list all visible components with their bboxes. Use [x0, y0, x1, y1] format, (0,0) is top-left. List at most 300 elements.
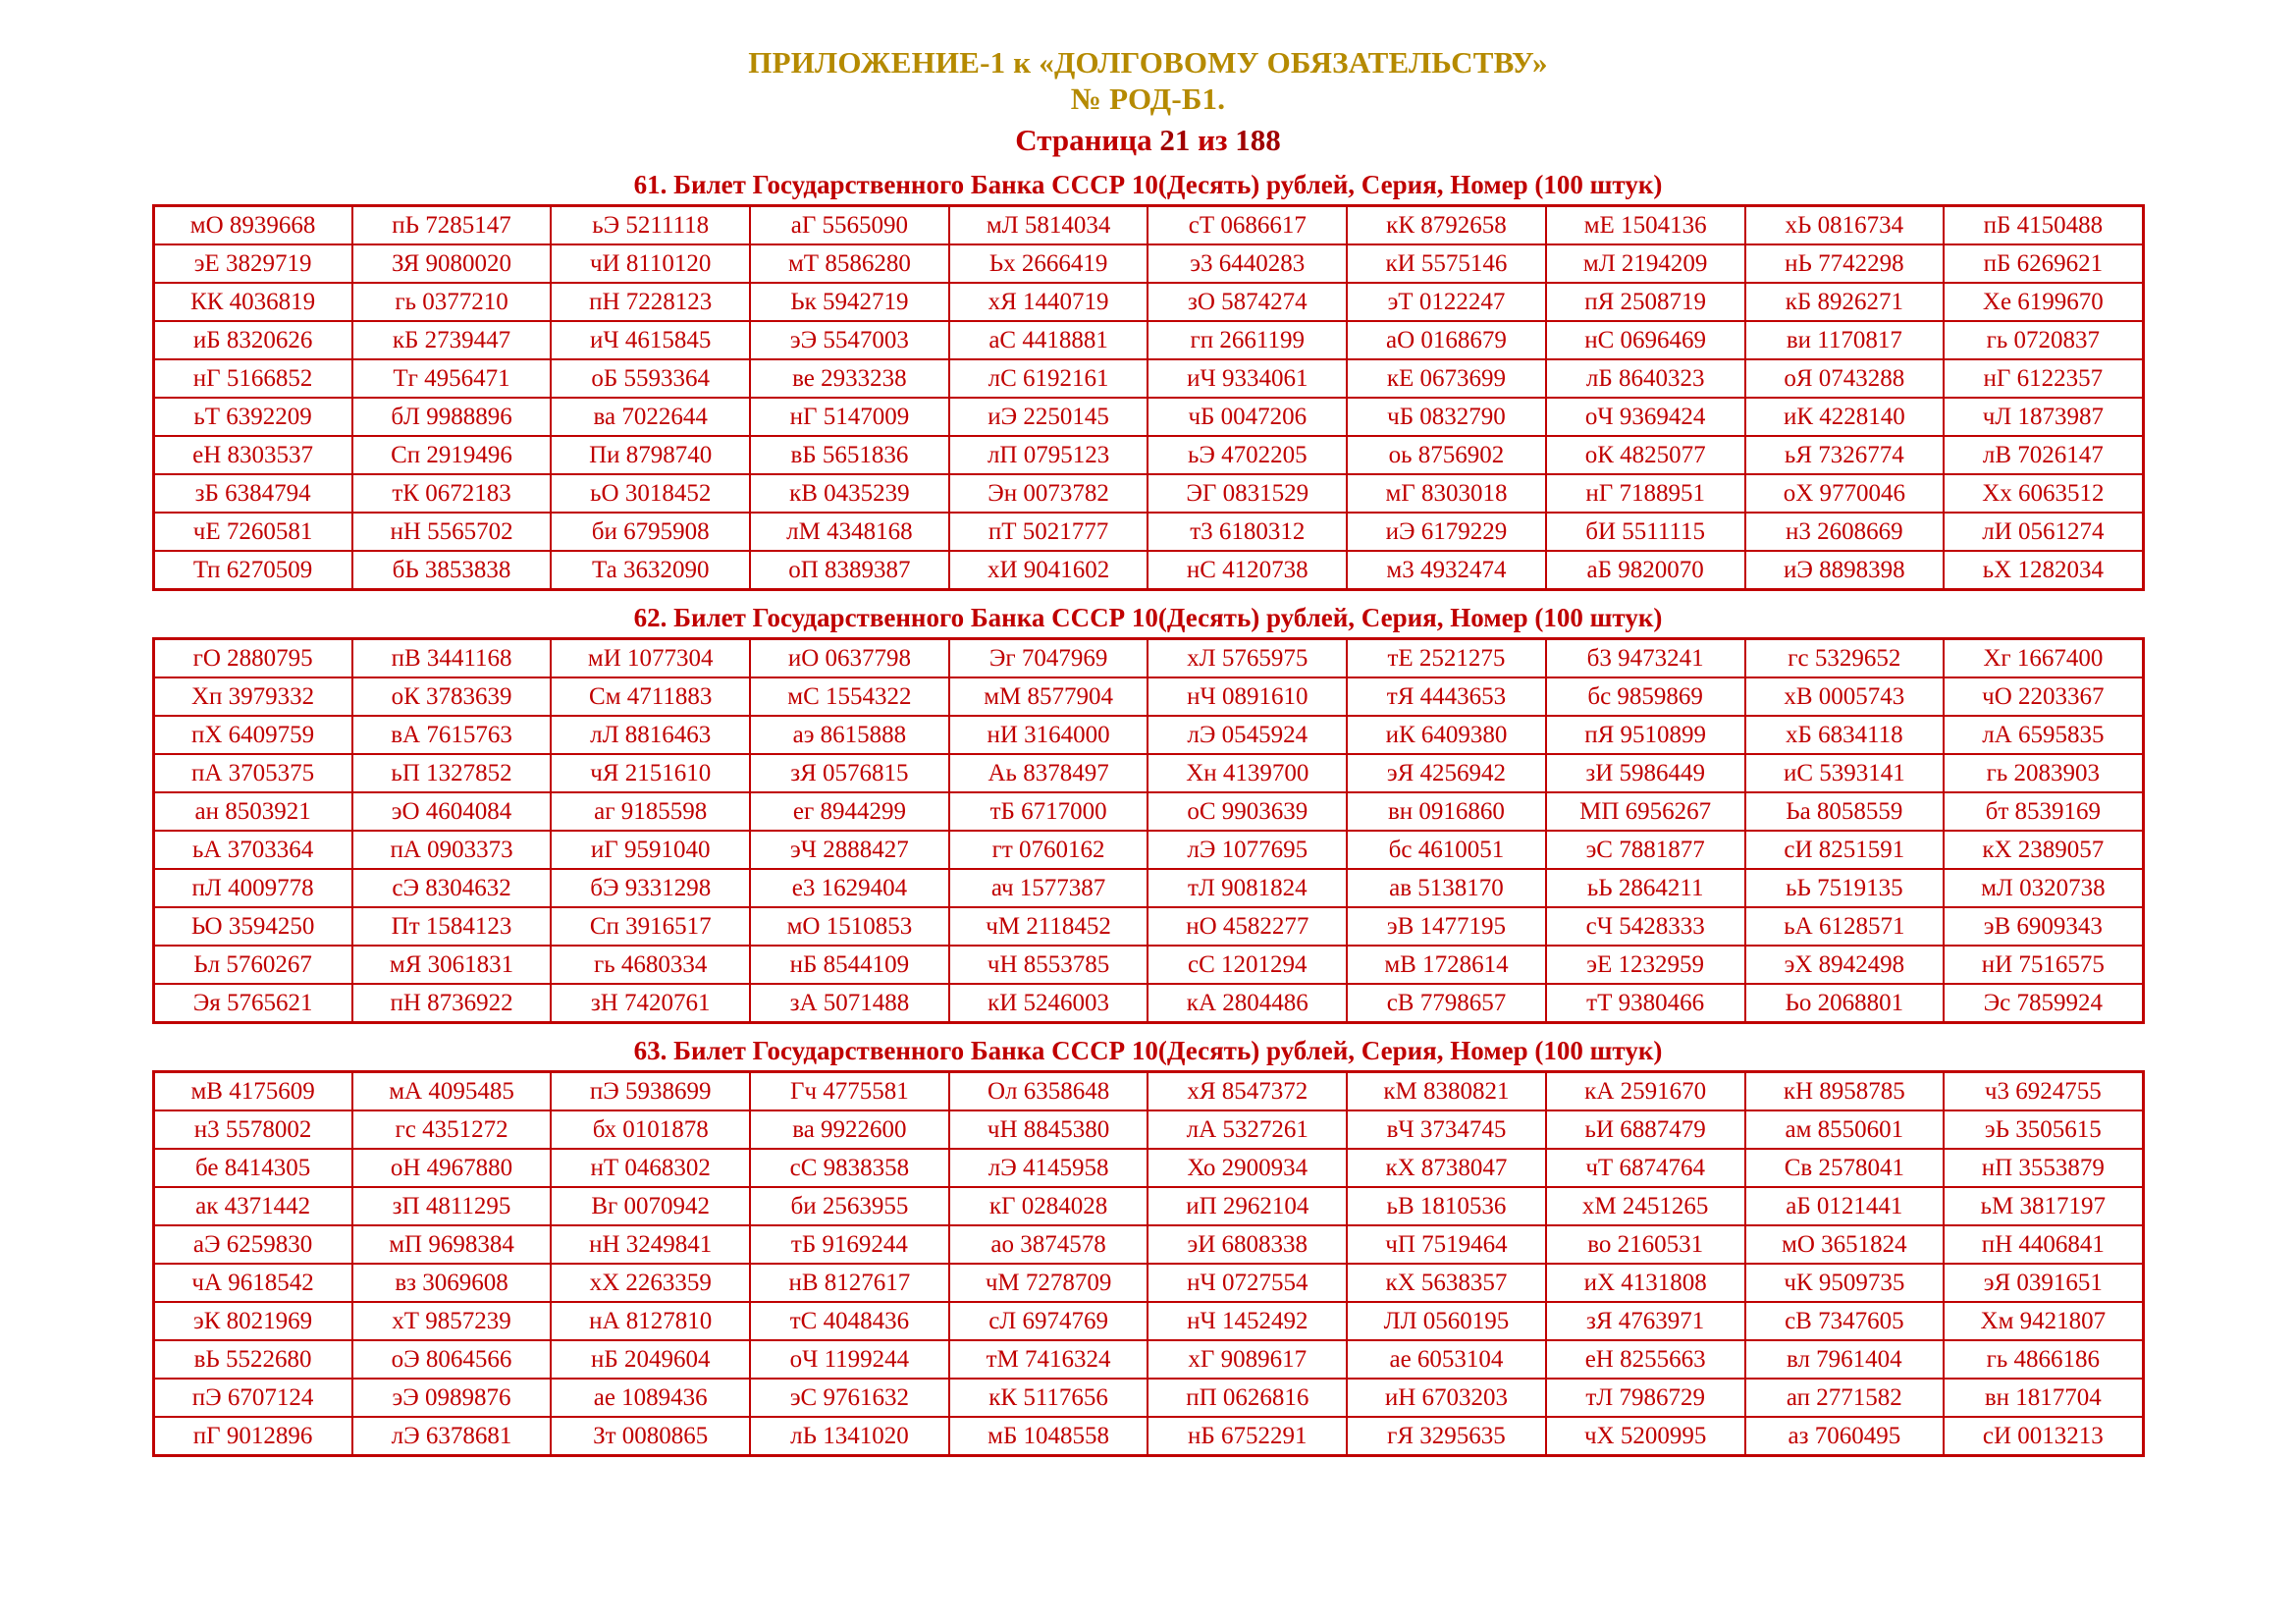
- serial-cell: нИ 3164000: [949, 716, 1148, 754]
- serial-cell: оК 4825077: [1546, 436, 1745, 474]
- serial-cell: Сп 3916517: [551, 907, 750, 946]
- serial-cell: бх 0101878: [551, 1110, 750, 1149]
- serial-cell: ЭГ 0831529: [1148, 474, 1347, 513]
- serial-cell: хЛ 5765975: [1148, 639, 1347, 678]
- table-row: [153, 869, 2143, 907]
- serial-cell: Ьк 5942719: [750, 283, 949, 321]
- serial-cell: еН 8255663: [1546, 1340, 1745, 1379]
- serial-cell: эС 9761632: [750, 1379, 949, 1417]
- serial-cell: Аь 8378497: [949, 754, 1148, 792]
- serial-cell: хБ 6834118: [1745, 716, 1945, 754]
- serial-cell: Хг 1667400: [1944, 639, 2143, 678]
- serial-cell: аг 9185598: [551, 792, 750, 831]
- serial-cell: кХ 8738047: [1347, 1149, 1546, 1187]
- serial-cell: нГ 6122357: [1944, 359, 2143, 398]
- serial-cell: гО 2880795: [153, 639, 352, 678]
- serial-cell: иЭ 2250145: [949, 398, 1148, 436]
- table-row: [153, 907, 2143, 946]
- serial-cell: пЯ 9510899: [1546, 716, 1745, 754]
- serial-cell: пБ 6269621: [1944, 244, 2143, 283]
- serial-cell: Ьо 2068801: [1745, 984, 1945, 1023]
- serial-cell: кА 2804486: [1148, 984, 1347, 1023]
- serial-cell: хХ 2263359: [551, 1264, 750, 1302]
- serial-cell: хЯ 8547372: [1148, 1072, 1347, 1111]
- serial-cell: мЛ 5814034: [949, 206, 1148, 245]
- serial-cell: кБ 2739447: [352, 321, 552, 359]
- serial-cell: вн 1817704: [1944, 1379, 2143, 1417]
- serial-cell: ам 8550601: [1745, 1110, 1945, 1149]
- serial-cell: би 2563955: [750, 1187, 949, 1225]
- serial-cell: аО 0168679: [1347, 321, 1546, 359]
- serial-cell: бЬ 3853838: [352, 551, 552, 590]
- serial-cell: чЕ 7260581: [153, 513, 352, 551]
- serial-cell: мП 9698384: [352, 1225, 552, 1264]
- serial-cell: аБ 0121441: [1745, 1187, 1945, 1225]
- serial-cell: иХ 4131808: [1546, 1264, 1745, 1302]
- serial-cell: Тг 4956471: [352, 359, 552, 398]
- serial-cell: нЧ 0891610: [1148, 677, 1347, 716]
- serial-cell: сЛ 6974769: [949, 1302, 1148, 1340]
- serial-cell: Гч 4775581: [750, 1072, 949, 1111]
- serial-cell: пБ 4150488: [1944, 206, 2143, 245]
- serial-cell: чБ 0832790: [1347, 398, 1546, 436]
- serial-cell: ьТ 6392209: [153, 398, 352, 436]
- serial-cell: эХ 8942498: [1745, 946, 1945, 984]
- serial-cell: ьМ 3817197: [1944, 1187, 2143, 1225]
- serial-cell: оХ 9770046: [1745, 474, 1945, 513]
- serial-cell: сИ 0013213: [1944, 1417, 2143, 1456]
- serial-cell: оь 8756902: [1347, 436, 1546, 474]
- serial-cell: зА 5071488: [750, 984, 949, 1023]
- serial-cell: чЛ 1873987: [1944, 398, 2143, 436]
- page-current: 21: [1159, 123, 1191, 158]
- serial-cell: ае 6053104: [1347, 1340, 1546, 1379]
- serial-cell: ьВ 1810536: [1347, 1187, 1546, 1225]
- serial-cell: нЬ 7742298: [1745, 244, 1945, 283]
- serial-cell: кХ 5638357: [1347, 1264, 1546, 1302]
- serial-cell: зО 5874274: [1148, 283, 1347, 321]
- serial-cell: нС 0696469: [1546, 321, 1745, 359]
- serial-cell: Св 2578041: [1745, 1149, 1945, 1187]
- serial-cell: сЭ 8304632: [352, 869, 552, 907]
- header-line-2: № РОД-Б1.: [1070, 81, 1226, 116]
- serial-cell: сВ 7347605: [1745, 1302, 1945, 1340]
- table-row: [153, 244, 2143, 283]
- serial-cell: Зт 0080865: [551, 1417, 750, 1456]
- serial-cell: лИ 0561274: [1944, 513, 2143, 551]
- table-row: [153, 716, 2143, 754]
- serial-cell: кН 8958785: [1745, 1072, 1945, 1111]
- serial-cell: пЯ 2508719: [1546, 283, 1745, 321]
- serial-cell: иК 6409380: [1347, 716, 1546, 754]
- serial-cell: иЭ 8898398: [1745, 551, 1945, 590]
- serial-cell: зП 4811295: [352, 1187, 552, 1225]
- serial-cell: сС 9838358: [750, 1149, 949, 1187]
- serial-cell: нГ 7188951: [1546, 474, 1745, 513]
- serial-cell: лВ 7026147: [1944, 436, 2143, 474]
- serial-cell: нБ 8544109: [750, 946, 949, 984]
- serial-cell: сВ 7798657: [1347, 984, 1546, 1023]
- serial-cell: ьА 3703364: [153, 831, 352, 869]
- serial-cell: тЛ 7986729: [1546, 1379, 1745, 1417]
- serial-cell: ва 9922600: [750, 1110, 949, 1149]
- serial-cell: кИ 5246003: [949, 984, 1148, 1023]
- serial-cell: нГ 5147009: [750, 398, 949, 436]
- table-row: [153, 677, 2143, 716]
- table-row: [153, 1187, 2143, 1225]
- serial-cell: сС 1201294: [1148, 946, 1347, 984]
- serial-cell: Ьх 2666419: [949, 244, 1148, 283]
- serial-cell: нН 3249841: [551, 1225, 750, 1264]
- table-row: [153, 831, 2143, 869]
- section-title: 63. Билет Государственного Банка СССР 10(Десять) рублей, Серия, Номер (100 штук): [633, 1036, 1663, 1066]
- serial-cell: бЭ 9331298: [551, 869, 750, 907]
- serial-cell: м3 4932474: [1347, 551, 1546, 590]
- serial-cell: Пи 8798740: [551, 436, 750, 474]
- serial-cell: чБ 0047206: [1148, 398, 1347, 436]
- serial-cell: пА 0903373: [352, 831, 552, 869]
- serial-cell: вн 0916860: [1347, 792, 1546, 831]
- serial-cell: оЯ 0743288: [1745, 359, 1945, 398]
- serial-cell: мО 8939668: [153, 206, 352, 245]
- serial-cell: ьА 6128571: [1745, 907, 1945, 946]
- table-row: [153, 474, 2143, 513]
- serial-cell: лМ 4348168: [750, 513, 949, 551]
- serial-cell: зЯ 0576815: [750, 754, 949, 792]
- serial-cell: оК 3783639: [352, 677, 552, 716]
- serial-cell: чП 7519464: [1347, 1225, 1546, 1264]
- serial-cell: Ол 6358648: [949, 1072, 1148, 1111]
- table-row: [153, 754, 2143, 792]
- serial-cell: тТ 9380466: [1546, 984, 1745, 1023]
- serial-cell: мВ 1728614: [1347, 946, 1546, 984]
- serial-cell: нЧ 1452492: [1148, 1302, 1347, 1340]
- page-indicator: [147, 123, 2149, 158]
- serial-cell: иЧ 4615845: [551, 321, 750, 359]
- serial-cell: кГ 0284028: [949, 1187, 1148, 1225]
- table-row: [153, 513, 2143, 551]
- serial-cell: хИ 9041602: [949, 551, 1148, 590]
- serial-cell: вА 7615763: [352, 716, 552, 754]
- serial-cell: ег 8944299: [750, 792, 949, 831]
- serial-cell: мВ 4175609: [153, 1072, 352, 1111]
- serial-cell: эЬ 3505615: [1944, 1110, 2143, 1149]
- serial-cell: пХ 6409759: [153, 716, 352, 754]
- serial-cell: чЯ 2151610: [551, 754, 750, 792]
- serial-cell: оС 9903639: [1148, 792, 1347, 831]
- serial-cell: лА 6595835: [1944, 716, 2143, 754]
- serial-cell: мО 1510853: [750, 907, 949, 946]
- serial-cell: мЕ 1504136: [1546, 206, 1745, 245]
- serial-cell: пП 0626816: [1148, 1379, 1347, 1417]
- serial-cell: бЛ 9988896: [352, 398, 552, 436]
- serial-cell: нБ 2049604: [551, 1340, 750, 1379]
- serial-cell: ве 2933238: [750, 359, 949, 398]
- serial-cell: пН 8736922: [352, 984, 552, 1023]
- table-row: [153, 1417, 2143, 1456]
- serial-cell: Хп 3979332: [153, 677, 352, 716]
- serial-cell: н3 5578002: [153, 1110, 352, 1149]
- serial-cell: ЗЯ 9080020: [352, 244, 552, 283]
- serial-number-table: [152, 204, 2145, 591]
- serial-cell: зЯ 4763971: [1546, 1302, 1745, 1340]
- serial-cell: эЯ 4256942: [1347, 754, 1546, 792]
- serial-cell: оЧ 1199244: [750, 1340, 949, 1379]
- table-row: [153, 792, 2143, 831]
- page-middle: из: [1190, 123, 1236, 158]
- serial-cell: е3 1629404: [750, 869, 949, 907]
- serial-cell: во 2160531: [1546, 1225, 1745, 1264]
- serial-cell: эЭ 5547003: [750, 321, 949, 359]
- serial-cell: эС 7881877: [1546, 831, 1745, 869]
- serial-cell: Хх 6063512: [1944, 474, 2143, 513]
- serial-cell: зИ 5986449: [1546, 754, 1745, 792]
- serial-cell: еН 8303537: [153, 436, 352, 474]
- serial-cell: би 6795908: [551, 513, 750, 551]
- serial-cell: иС 5393141: [1745, 754, 1945, 792]
- serial-cell: эО 4604084: [352, 792, 552, 831]
- serial-cell: тС 4048436: [750, 1302, 949, 1340]
- serial-cell: лЭ 1077695: [1148, 831, 1347, 869]
- serial-cell: гь 0720837: [1944, 321, 2143, 359]
- serial-cell: Эс 7859924: [1944, 984, 2143, 1023]
- table-row: [153, 206, 2143, 245]
- serial-cell: лС 6192161: [949, 359, 1148, 398]
- serial-cell: ач 1577387: [949, 869, 1148, 907]
- serial-cell: лЬ 1341020: [750, 1417, 949, 1456]
- serial-cell: гЯ 3295635: [1347, 1417, 1546, 1456]
- serial-cell: бс 9859869: [1546, 677, 1745, 716]
- serial-cell: ае 1089436: [551, 1379, 750, 1417]
- serial-cell: гь 0377210: [352, 283, 552, 321]
- serial-cell: Эн 0073782: [949, 474, 1148, 513]
- serial-cell: вл 7961404: [1745, 1340, 1945, 1379]
- serial-cell: аЭ 6259830: [153, 1225, 352, 1264]
- document-header: [147, 45, 2149, 117]
- serial-cell: аБ 9820070: [1546, 551, 1745, 590]
- serial-cell: пЬ 7285147: [352, 206, 552, 245]
- serial-cell: сТ 0686617: [1148, 206, 1347, 245]
- serial-cell: ЛЛ 0560195: [1347, 1302, 1546, 1340]
- serial-cell: кВ 0435239: [750, 474, 949, 513]
- serial-cell: аГ 5565090: [750, 206, 949, 245]
- serial-cell: оЧ 9369424: [1546, 398, 1745, 436]
- serial-cell: пН 4406841: [1944, 1225, 2143, 1264]
- serial-cell: мЯ 3061831: [352, 946, 552, 984]
- serial-cell: Хм 9421807: [1944, 1302, 2143, 1340]
- serial-cell: ао 3874578: [949, 1225, 1148, 1264]
- serial-cell: мБ 1048558: [949, 1417, 1148, 1456]
- serial-cell: мЛ 2194209: [1546, 244, 1745, 283]
- serial-cell: зН 7420761: [551, 984, 750, 1023]
- serial-cell: ЬО 3594250: [153, 907, 352, 946]
- serial-cell: пЛ 4009778: [153, 869, 352, 907]
- section-title: 62. Билет Государственного Банка СССР 10(Десять) рублей, Серия, Номер (100 штук): [633, 603, 1663, 633]
- table-row: [153, 359, 2143, 398]
- serial-cell: бт 8539169: [1944, 792, 2143, 831]
- serial-cell: пН 7228123: [551, 283, 750, 321]
- serial-cell: ан 8503921: [153, 792, 352, 831]
- table-row: [153, 1379, 2143, 1417]
- serial-cell: чА 9618542: [153, 1264, 352, 1302]
- serial-cell: вз 3069608: [352, 1264, 552, 1302]
- serial-cell: чН 8845380: [949, 1110, 1148, 1149]
- serial-cell: мЛ 0320738: [1944, 869, 2143, 907]
- serial-cell: бс 4610051: [1347, 831, 1546, 869]
- serial-cell: Тп 6270509: [153, 551, 352, 590]
- table-row: [153, 946, 2143, 984]
- serial-cell: аз 7060495: [1745, 1417, 1945, 1456]
- serial-cell: ч3 6924755: [1944, 1072, 2143, 1111]
- serial-cell: тК 0672183: [352, 474, 552, 513]
- serial-cell: МП 6956267: [1546, 792, 1745, 831]
- table-row: [153, 1264, 2143, 1302]
- serial-cell: нН 5565702: [352, 513, 552, 551]
- serial-cell: лА 5327261: [1148, 1110, 1347, 1149]
- serial-cell: пЭ 5938699: [551, 1072, 750, 1111]
- serial-cell: иК 4228140: [1745, 398, 1945, 436]
- serial-cell: мГ 8303018: [1347, 474, 1546, 513]
- serial-cell: иЭ 6179229: [1347, 513, 1546, 551]
- serial-cell: Эг 7047969: [949, 639, 1148, 678]
- serial-cell: ьЭ 4702205: [1148, 436, 1347, 474]
- serial-cell: ак 4371442: [153, 1187, 352, 1225]
- serial-cell: хМ 2451265: [1546, 1187, 1745, 1225]
- serial-cell: ьП 1327852: [352, 754, 552, 792]
- serial-cell: чМ 7278709: [949, 1264, 1148, 1302]
- serial-cell: Ьл 5760267: [153, 946, 352, 984]
- serial-cell: Сп 2919496: [352, 436, 552, 474]
- serial-cell: хГ 9089617: [1148, 1340, 1347, 1379]
- table-row: [153, 984, 2143, 1023]
- serial-cell: вЧ 3734745: [1347, 1110, 1546, 1149]
- serial-cell: ав 5138170: [1347, 869, 1546, 907]
- serial-cell: хТ 9857239: [352, 1302, 552, 1340]
- table-row: [153, 321, 2143, 359]
- serial-cell: чК 9509735: [1745, 1264, 1945, 1302]
- serial-cell: оБ 5593364: [551, 359, 750, 398]
- serial-cell: эЕ 1232959: [1546, 946, 1745, 984]
- serial-cell: мА 4095485: [352, 1072, 552, 1111]
- serial-cell: ьЭ 5211118: [551, 206, 750, 245]
- serial-cell: н3 2608669: [1745, 513, 1945, 551]
- serial-cell: эВ 6909343: [1944, 907, 2143, 946]
- serial-cell: пТ 5021777: [949, 513, 1148, 551]
- serial-cell: ьЯ 7326774: [1745, 436, 1945, 474]
- serial-cell: хЯ 1440719: [949, 283, 1148, 321]
- serial-cell: чТ 6874764: [1546, 1149, 1745, 1187]
- serial-cell: ви 1170817: [1745, 321, 1945, 359]
- serial-cell: эИ 6808338: [1148, 1225, 1347, 1264]
- serial-cell: лЭ 0545924: [1148, 716, 1347, 754]
- serial-cell: пГ 9012896: [153, 1417, 352, 1456]
- serial-cell: лБ 8640323: [1546, 359, 1745, 398]
- serial-cell: иЧ 9334061: [1148, 359, 1347, 398]
- serial-cell: гт 0760162: [949, 831, 1148, 869]
- serial-cell: Та 3632090: [551, 551, 750, 590]
- serial-cell: Хн 4139700: [1148, 754, 1347, 792]
- serial-cell: тЯ 4443653: [1347, 677, 1546, 716]
- serial-cell: кК 5117656: [949, 1379, 1148, 1417]
- table-row: [153, 1302, 2143, 1340]
- serial-cell: хЬ 0816734: [1745, 206, 1945, 245]
- serial-cell: иП 2962104: [1148, 1187, 1347, 1225]
- serial-cell: эЧ 2888427: [750, 831, 949, 869]
- serial-cell: Хе 6199670: [1944, 283, 2143, 321]
- serial-cell: иН 6703203: [1347, 1379, 1546, 1417]
- serial-cell: эТ 0122247: [1347, 283, 1546, 321]
- serial-cell: кА 2591670: [1546, 1072, 1745, 1111]
- serial-cell: кК 8792658: [1347, 206, 1546, 245]
- serial-cell: т3 6180312: [1148, 513, 1347, 551]
- serial-cell: нЧ 0727554: [1148, 1264, 1347, 1302]
- serial-cell: нП 3553879: [1944, 1149, 2143, 1187]
- serial-cell: Ьа 8058559: [1745, 792, 1945, 831]
- serial-cell: тБ 6717000: [949, 792, 1148, 831]
- serial-cell: иБ 8320626: [153, 321, 352, 359]
- serial-cell: гс 4351272: [352, 1110, 552, 1149]
- table-row: [153, 1340, 2143, 1379]
- serial-cell: Хо 2900934: [1148, 1149, 1347, 1187]
- serial-cell: оЭ 8064566: [352, 1340, 552, 1379]
- serial-cell: аС 4418881: [949, 321, 1148, 359]
- serial-cell: иО 0637798: [750, 639, 949, 678]
- serial-cell: ьЬ 7519135: [1745, 869, 1945, 907]
- serial-cell: ьЬ 2864211: [1546, 869, 1745, 907]
- serial-cell: чН 8553785: [949, 946, 1148, 984]
- serial-cell: чХ 5200995: [1546, 1417, 1745, 1456]
- serial-cell: лЭ 6378681: [352, 1417, 552, 1456]
- serial-cell: вБ 5651836: [750, 436, 949, 474]
- serial-cell: хВ 0005743: [1745, 677, 1945, 716]
- serial-cell: эК 8021969: [153, 1302, 352, 1340]
- serial-cell: сЧ 5428333: [1546, 907, 1745, 946]
- serial-cell: гп 2661199: [1148, 321, 1347, 359]
- serial-cell: б3 9473241: [1546, 639, 1745, 678]
- serial-cell: лП 0795123: [949, 436, 1148, 474]
- table-row: [153, 398, 2143, 436]
- serial-cell: кИ 5575146: [1347, 244, 1546, 283]
- serial-cell: гь 4866186: [1944, 1340, 2143, 1379]
- serial-cell: оН 4967880: [352, 1149, 552, 1187]
- serial-cell: тЛ 9081824: [1148, 869, 1347, 907]
- serial-cell: пА 3705375: [153, 754, 352, 792]
- serial-cell: сИ 8251591: [1745, 831, 1945, 869]
- table-row: [153, 639, 2143, 678]
- serial-cell: мС 1554322: [750, 677, 949, 716]
- serial-cell: вЬ 5522680: [153, 1340, 352, 1379]
- serial-cell: кЕ 0673699: [1347, 359, 1546, 398]
- serial-cell: нС 4120738: [1148, 551, 1347, 590]
- serial-cell: мТ 8586280: [750, 244, 949, 283]
- serial-cell: нО 4582277: [1148, 907, 1347, 946]
- serial-cell: Эя 5765621: [153, 984, 352, 1023]
- section-62: [147, 603, 2149, 1024]
- serial-cell: Пт 1584123: [352, 907, 552, 946]
- serial-cell: эЭ 0989876: [352, 1379, 552, 1417]
- serial-cell: кБ 8926271: [1745, 283, 1945, 321]
- serial-cell: гь 4680334: [551, 946, 750, 984]
- serial-cell: кМ 8380821: [1347, 1072, 1546, 1111]
- serial-cell: нБ 6752291: [1148, 1417, 1347, 1456]
- page-prefix: Страница: [1015, 123, 1160, 158]
- serial-cell: тБ 9169244: [750, 1225, 949, 1264]
- serial-cell: чО 2203367: [1944, 677, 2143, 716]
- serial-cell: чМ 2118452: [949, 907, 1148, 946]
- serial-cell: пЭ 6707124: [153, 1379, 352, 1417]
- section-61: [147, 170, 2149, 591]
- serial-cell: бе 8414305: [153, 1149, 352, 1187]
